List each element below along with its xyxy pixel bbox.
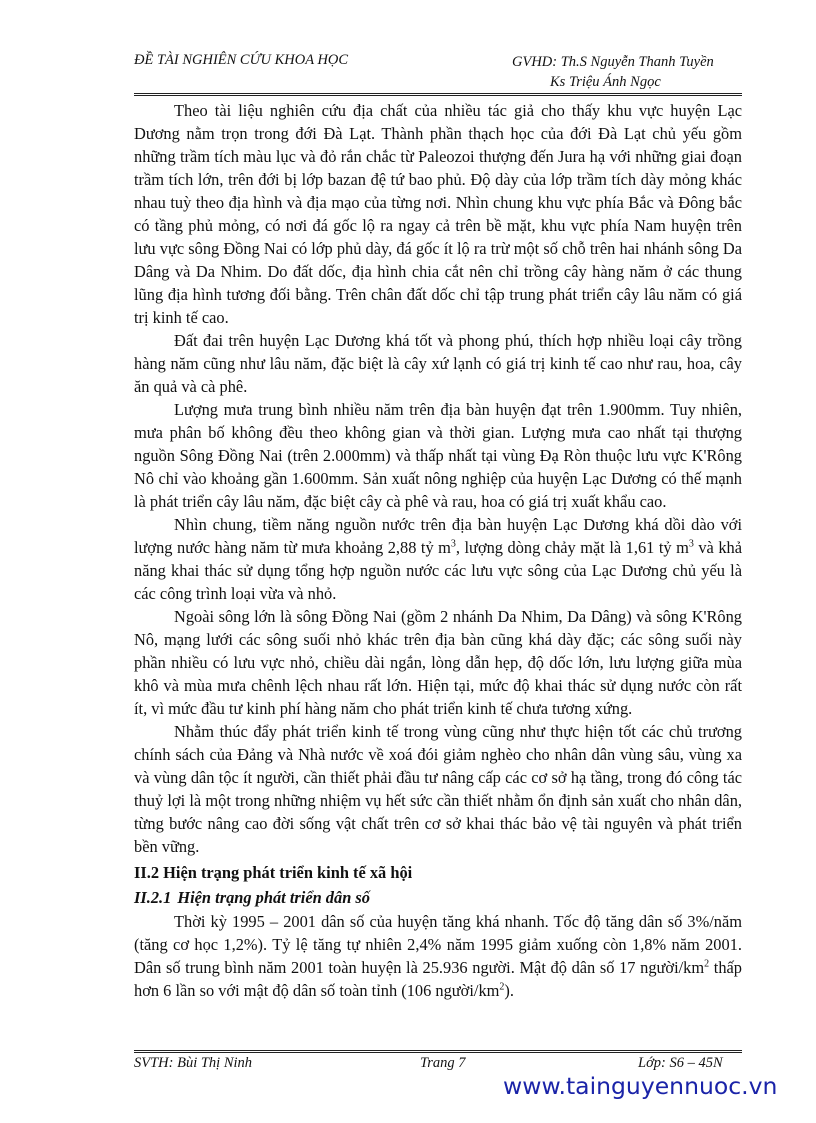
website-watermark: www.tainguyennuoc.vn: [503, 1072, 778, 1100]
header-supervisor-2: Ks Triệu Ánh Ngọc: [550, 74, 661, 90]
paragraph-rainfall: Lượng mưa trung bình nhiều năm trên địa bàn huyện đạt trên 1.900mm. Tuy nhiên, mưa phân bố không đều theo không gian và thời gian. Lượng mưa cao nhất tại thượng nguồn Sông Đồng Nai (trên 2.000mm) và thấp nhất tại vùng Đạ Ròn thuộc lưu vực K'Rông Nô chỉ vào khoảng gần 1.600mm. Sản xuất nông nghiệp của huyện Lạc Dương có thế mạnh là phát triển cây lâu năm, đặc biệt cây cà phê và rau, hoa có giá trị xuất khẩu cao.: [134, 400, 742, 511]
header-supervisors: [512, 52, 714, 92]
footer-page-number: Trang 7: [420, 1055, 466, 1071]
superscript-2: 2: [704, 958, 710, 970]
paragraph-water-resources: Nhìn chung, tiềm năng nguồn nước trên địa bàn huyện Lạc Dương khá dồi dào với lượng nước hàng năm từ mưa khoảng 2,88 tỷ $m^3$, lượng dòng chảy mặt là 1,61 tỷ $m^3$ và khả năng khai thác sử dụng tổng hợp nguồn nước các lưu vực sông của Lạc Dương chủ yếu là các công trình loại vừa và nhỏ.: [134, 515, 742, 603]
page-header: [134, 50, 742, 94]
superscript-3b: 3: [688, 538, 694, 550]
document-body: [134, 99, 742, 1002]
paragraph-rivers: Ngoài sông lớn là sông Đồng Nai (gồm 2 nhánh Da Nhim, Da Dâng) và sông K'Rông Nô, mạng lưới các sông suối nhỏ khác trên địa bàn cũng khá dày đặc; các sông suối này phần nhiều có lưu vực nhỏ, chiều dài ngắn, lòng dẫn hẹp, độ dốc lớn, lưu lượng giữa mùa khô và mùa mưa chênh lệch nhau rất lớn. Hiện tại, mức độ khai thác sử dụng nước còn rất ít, vì mức đầu tư kinh phí hàng năm cho phát triển kinh tế chưa tương xứng.: [134, 607, 742, 718]
footer-divider: [134, 1050, 742, 1053]
footer-class: Lớp: S6 – 45N: [638, 1055, 723, 1071]
paragraph-development: Nhằm thúc đẩy phát triển kinh tế trong vùng cũng như thực hiện tốt các chủ trương chính sách của Đảng và Nhà nước về xoá đói giảm nghèo cho nhân dân vùng sâu, vùng xa và vùng dân tộc ít người, cần thiết phải đầu tư nâng cấp các cơ sở hạ tầng, trong đó công tác thuỷ lợi là một trong những nhiệm vụ hết sức cần thiết nhằm ổn định sản xuất cho nhân dân, từng bước nâng cao đời sống vật chất trên cơ sở khai thác bảo vệ tài nguyên và phát triển bền vững.: [134, 722, 742, 856]
header-project-title: ĐỀ TÀI NGHIÊN CỨU KHOA HỌC: [134, 52, 349, 68]
subsection-heading-ii-2-1: II.2.1 Hiện trạng phát triển dân số: [134, 888, 370, 907]
superscript-2b: 2: [499, 981, 505, 993]
header-divider: [134, 93, 742, 96]
footer-student: SVTH: Bùi Thị Ninh: [134, 1055, 253, 1071]
header-supervisor-1: GVHD: Th.S Nguyễn Thanh Tuyền: [512, 54, 714, 70]
paragraph-soil: Đất đai trên huyện Lạc Dương khá tốt và phong phú, thích hợp nhiều loại cây trồng hàng năm cũng như lâu năm, đặc biệt là cây xứ lạnh có giá trị kinh tế cao như rau, hoa, cây ăn quả và cà phê.: [134, 331, 742, 396]
superscript-3: 3: [450, 538, 456, 550]
section-heading-ii-2: II.2 Hiện trạng phát triển kinh tế xã hội: [134, 863, 413, 882]
paragraph-geology: Theo tài liệu nghiên cứu địa chất của nhiều tác giả cho thấy khu vực huyện Lạc Dương nằm trọn trong đới Đà Lạt. Thành phần thạch học của đới Đà Lạt chủ yếu gồm những trầm tích màu lục và đỏ rắn chắc từ Paleozoi thượng đến Jura hạ với những giai đoạn trầm tích lớn, trên đới bị lớp bazan đệ tứ bao phủ. Độ dày của lớp trầm tích dày mỏng khác nhau tuỳ theo địa hình và địa mạo của từng nơi. Nhìn chung khu vực phía Bắc và Đông bắc có tầng phủ mỏng, có nơi đá gốc lộ ra ngay cả trên bề mặt, khu vực phía Nam huyện trên lưu vực sông Đồng Nai có lớp phủ dày, đá gốc ít lộ ra trừ một số chỗ trên hai nhánh sông Da Dâng và Da Nhim. Do đất dốc, địa hình chia cắt nên chỉ trồng cây hàng năm ở các thung lũng địa hình tương đối bằng. Trên chân đất dốc chỉ tập trung phát triển cây lâu năm có giá trị kinh tế cao.: [134, 101, 742, 327]
paragraph-population: Thời kỳ 1995 – 2001 dân số của huyện tăng khá nhanh. Tốc độ tăng dân số 3%/năm (tăng cơ học 1,2%). Tỷ lệ tăng tự nhiên 2,4% năm 1995 giảm xuống còn 1,8% năm 2001. Dân số trung bình năm 2001 toàn huyện là 25.936 người. Mật độ dân số 17 người/$km^2$ thấp hơn 6 lần so với mật độ dân số toàn tỉnh (106 người/$km^2$).: [134, 912, 742, 1000]
